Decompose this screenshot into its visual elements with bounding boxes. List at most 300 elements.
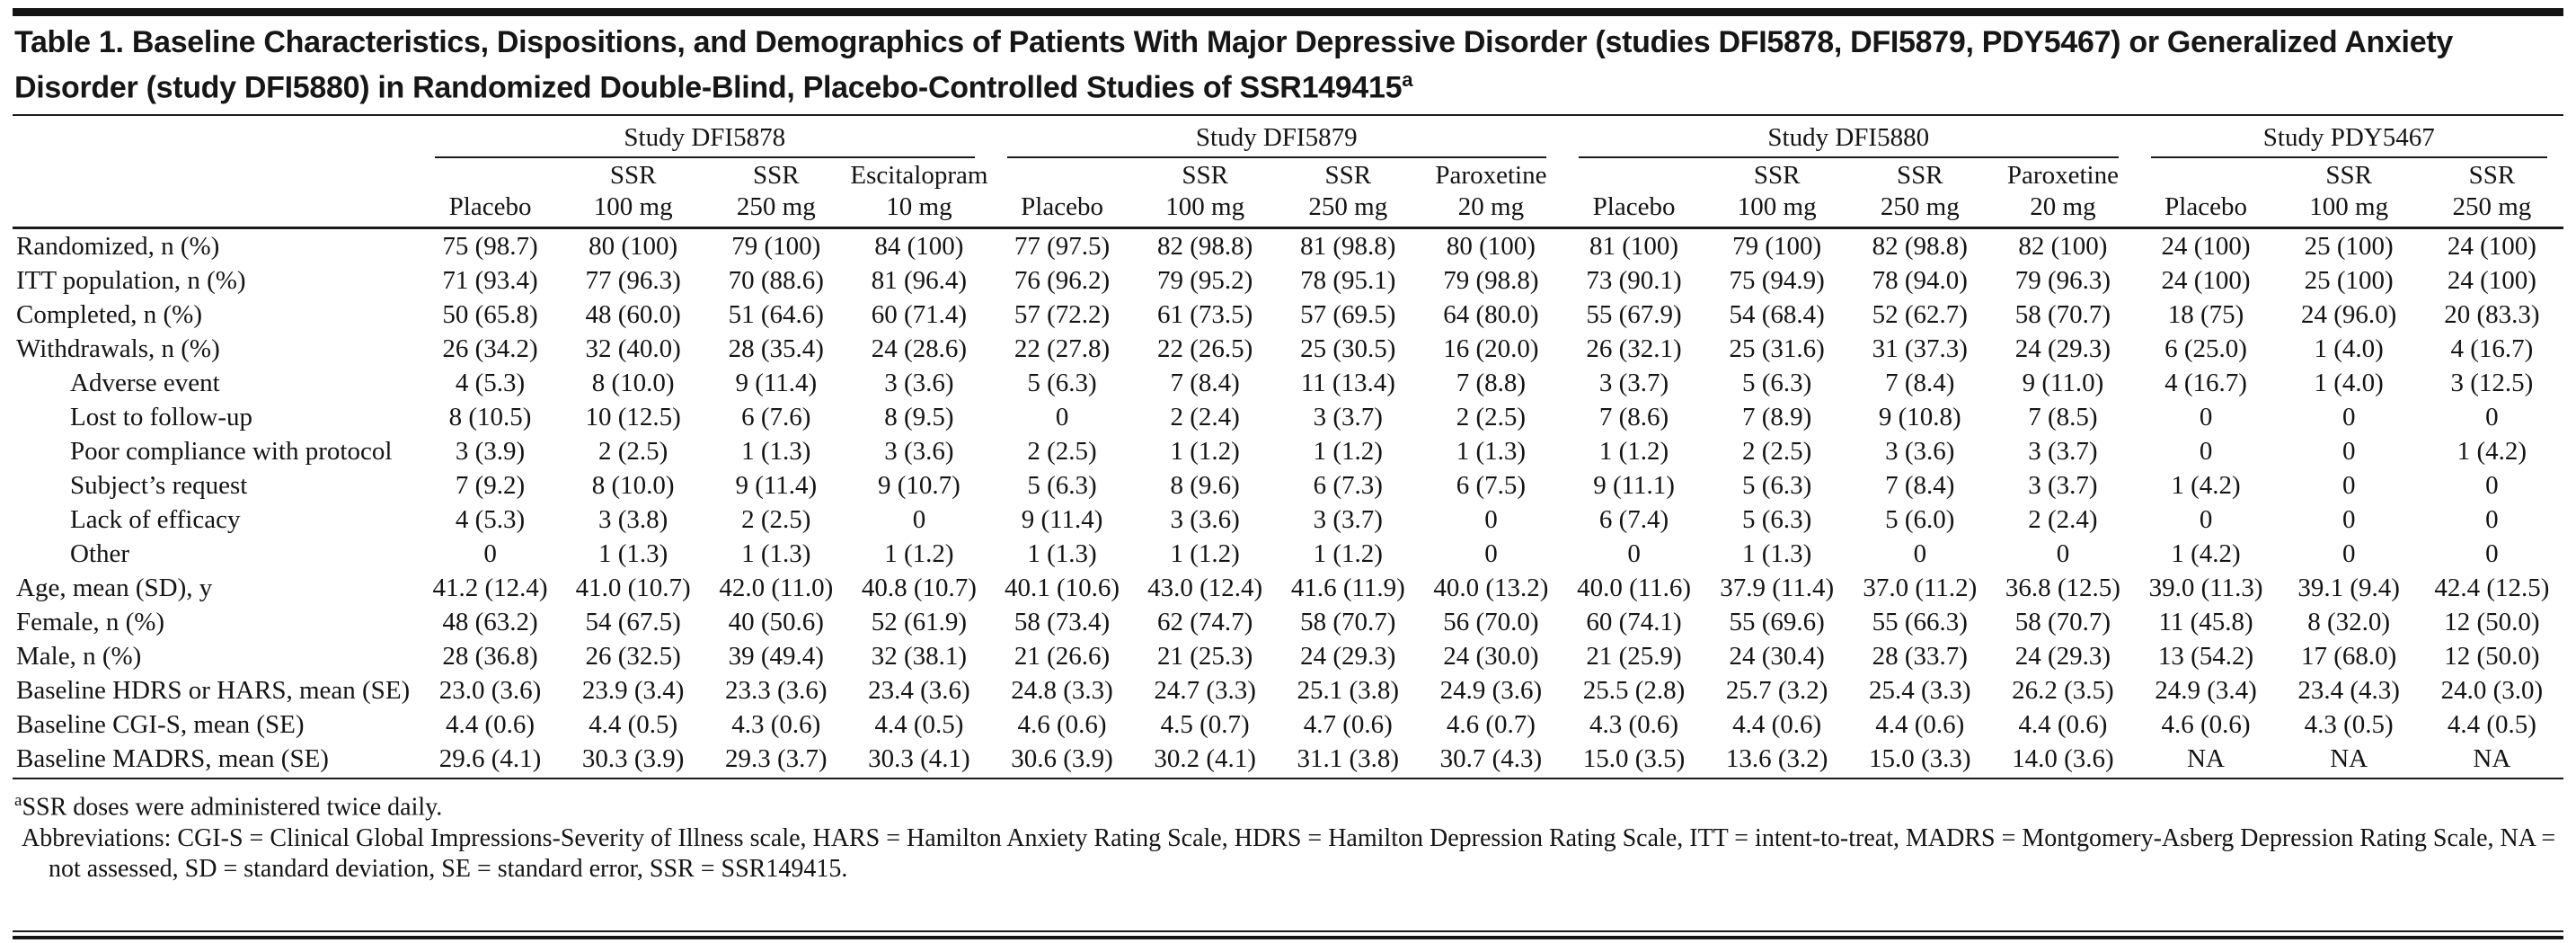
data-cell: 37.9 (11.4) (1720, 574, 1835, 603)
data-cell: 73 (90.1) (1586, 266, 1682, 296)
data-cell: 70 (88.6) (728, 266, 824, 296)
data-cell: 81 (100) (1589, 232, 1679, 262)
data-cell: 64 (80.0) (1443, 300, 1539, 330)
data-cell: 3 (3.7) (2028, 471, 2098, 501)
data-cell: 26 (34.2) (442, 334, 538, 364)
study-group-name: Study PDY5467 (2151, 116, 2548, 158)
data-cell: 23.4 (4.3) (2297, 676, 2400, 706)
data-cell: 40 (50.6) (728, 608, 824, 637)
column-header-dose: Placebo (2164, 192, 2247, 222)
data-cell: 3 (3.6) (1885, 437, 1955, 467)
data-cell: 8 (32.0) (2307, 608, 2391, 637)
data-cell: 4.4 (0.5) (2447, 710, 2536, 740)
data-cell: 3 (3.7) (1313, 505, 1383, 535)
data-cell: 0 (2485, 539, 2499, 569)
data-cell: 81 (98.8) (1300, 232, 1396, 262)
data-cell: 3 (3.7) (1598, 369, 1669, 398)
data-cell: 2 (2.5) (598, 437, 668, 467)
column-header-dose: 250 mg (1880, 192, 1960, 222)
table-row (13, 366, 2563, 400)
data-cell: 30.2 (4.1) (1134, 742, 1277, 778)
data-cell: 0 (2485, 471, 2499, 501)
study-group-name: Study DFI5880 (1579, 116, 2119, 158)
data-cell: 24 (100) (2161, 232, 2251, 262)
column-header-dose: Placebo (1592, 192, 1676, 222)
data-cell: 1 (1.3) (741, 437, 811, 467)
table-row (13, 503, 2563, 537)
data-cell: 40.1 (10.6) (1005, 574, 1120, 603)
data-cell: 25 (30.5) (1300, 334, 1396, 364)
study-group-header (419, 116, 991, 158)
data-cell: 9 (11.4) (1021, 505, 1103, 535)
column-header-dose: 250 mg (736, 192, 816, 222)
data-cell: 82 (98.8) (1872, 232, 1968, 262)
column-header-dose: 250 mg (2452, 192, 2532, 222)
data-cell: NA (2135, 742, 2278, 778)
data-cell: 82 (98.8) (1157, 232, 1253, 262)
data-cell: 48 (63.2) (442, 608, 538, 637)
data-cell: 52 (61.9) (871, 608, 968, 637)
row-label: Female, n (%) (16, 608, 165, 637)
data-cell: 7 (9.2) (455, 471, 526, 501)
data-cell: 4.4 (0.6) (1875, 710, 1965, 740)
data-cell: 4.3 (0.6) (1589, 710, 1679, 740)
data-cell: 0 (2199, 505, 2213, 535)
data-cell: 23.3 (3.6) (725, 676, 828, 706)
data-cell: 4.6 (0.7) (1446, 710, 1536, 740)
data-cell: 58 (70.7) (1300, 608, 1396, 637)
data-cell: 16 (20.0) (1443, 334, 1539, 364)
data-cell: 3 (3.8) (598, 505, 668, 535)
data-cell: 5 (6.3) (1027, 369, 1097, 398)
data-cell: 57 (72.2) (1014, 300, 1111, 330)
column-header (1420, 158, 1562, 228)
data-cell: 26 (32.1) (1586, 334, 1682, 364)
data-cell: 41.6 (11.9) (1290, 574, 1405, 603)
data-cell: 3 (3.7) (2028, 437, 2098, 467)
data-cell: 7 (8.6) (1598, 403, 1669, 432)
data-cell: 37.0 (11.2) (1863, 574, 1978, 603)
data-cell: 62 (74.7) (1157, 608, 1253, 637)
data-cell: 3 (3.9) (455, 437, 526, 467)
data-cell: 9 (10.8) (1878, 403, 1961, 432)
data-cell: 4.4 (0.6) (1732, 710, 1822, 740)
data-cell: 58 (70.7) (2014, 300, 2111, 330)
data-cell: 78 (95.1) (1300, 266, 1396, 296)
data-cell: 9 (10.7) (878, 471, 960, 501)
data-cell: 71 (93.4) (442, 266, 538, 296)
footnote-a (14, 786, 2562, 823)
column-header-dose: Placebo (1021, 192, 1103, 222)
data-cell: 75 (98.7) (442, 232, 538, 262)
data-cell: 1 (1.2) (1170, 539, 1240, 569)
row-label: ITT population, n (%) (16, 266, 246, 296)
data-cell: 23.0 (3.6) (438, 676, 542, 706)
data-cell: 14.0 (3.6) (1991, 742, 2134, 778)
data-cell: 7 (8.9) (1742, 403, 1812, 432)
data-cell: 80 (100) (589, 232, 678, 262)
data-cell: 9 (11.1) (1593, 471, 1675, 501)
data-cell: 18 (75) (2167, 300, 2244, 330)
column-header-drug: SSR (2468, 161, 2516, 191)
data-cell: 24 (29.3) (1300, 642, 1396, 672)
data-cell: 25.5 (2.8) (1582, 676, 1686, 706)
data-cell: 9 (11.0) (2022, 369, 2104, 398)
data-cell: 22 (26.5) (1157, 334, 1253, 364)
data-cell: 2 (2.5) (741, 505, 811, 535)
column-header-dose: 100 mg (2309, 192, 2389, 222)
column-header-drug: SSR (609, 161, 657, 191)
column-header (2278, 158, 2421, 228)
data-cell: 77 (97.5) (1014, 232, 1111, 262)
column-header-drug (2135, 158, 2278, 191)
column-header (1277, 158, 1420, 228)
data-cell: 79 (95.2) (1157, 266, 1253, 296)
data-cell: 79 (100) (1732, 232, 1822, 262)
data-cell: 5 (6.3) (1027, 471, 1097, 501)
data-cell: 0 (2056, 539, 2070, 569)
data-cell: 3 (3.6) (884, 369, 954, 398)
data-cell: 15.0 (3.5) (1562, 742, 1705, 778)
data-cell: 4 (16.7) (2164, 369, 2247, 398)
table-bottom-rule (13, 930, 2563, 939)
table-row (13, 332, 2563, 366)
column-header-dose: 100 mg (593, 192, 673, 222)
study-group-header-row (13, 116, 2563, 158)
data-cell: 21 (26.6) (1014, 642, 1111, 672)
study-group-name: Study DFI5878 (435, 116, 975, 158)
column-header (1562, 158, 1705, 228)
column-header-row (13, 158, 2563, 228)
study-group-header (2135, 116, 2564, 158)
data-cell: 8 (10.5) (448, 403, 532, 432)
data-cell: 23.4 (3.6) (868, 676, 970, 706)
baseline-characteristics-table (13, 116, 2563, 779)
data-cell: 25 (100) (2304, 232, 2394, 262)
column-header-drug: SSR (1324, 161, 1372, 191)
data-cell: 5 (6.3) (1742, 505, 1812, 535)
table-row (13, 400, 2563, 434)
row-label: Completed, n (%) (16, 300, 202, 330)
row-label: Baseline MADRS, mean (SE) (13, 742, 419, 778)
data-cell: 0 (2341, 403, 2356, 432)
column-header-dose: 100 mg (1165, 192, 1245, 222)
data-cell: 7 (8.4) (1170, 369, 1240, 398)
data-cell: 39.1 (9.4) (2297, 574, 2400, 603)
table-row (13, 263, 2563, 298)
data-cell: 4.6 (0.6) (2161, 710, 2251, 740)
footnote-a-text: SSR doses were administered twice daily. (22, 793, 443, 822)
data-cell: 4 (5.3) (455, 505, 526, 535)
column-header-drug: SSR (753, 161, 800, 191)
column-header-drug (419, 158, 562, 191)
data-cell: 26 (32.5) (585, 642, 681, 672)
data-cell: 24 (96.0) (2301, 300, 2397, 330)
data-cell: 12 (50.0) (2444, 642, 2540, 672)
column-header (991, 158, 1134, 228)
data-cell: 0 (1484, 505, 1498, 535)
data-cell: 77 (96.3) (585, 266, 681, 296)
data-cell: 42.0 (11.0) (719, 574, 834, 603)
data-cell: 2 (2.5) (1027, 437, 1097, 467)
data-cell: 4.3 (0.5) (2304, 710, 2394, 740)
data-cell: 26.2 (3.5) (2012, 676, 2114, 706)
column-header (847, 158, 990, 228)
data-cell: 28 (33.7) (1872, 642, 1968, 672)
column-header (1848, 158, 1991, 228)
data-cell: 0 (2341, 505, 2356, 535)
data-cell: 24.9 (3.4) (2155, 676, 2257, 706)
data-cell: 1 (4.0) (2314, 334, 2384, 364)
column-header-dose: 20 mg (1457, 192, 1525, 222)
data-cell: 1 (1.3) (741, 539, 811, 569)
data-cell: NA (2278, 742, 2421, 778)
data-cell: 29.3 (3.7) (704, 742, 847, 778)
data-cell: 28 (36.8) (442, 642, 538, 672)
row-label: Randomized, n (%) (16, 232, 220, 262)
row-label: Baseline CGI-S, mean (SE) (16, 710, 305, 740)
column-header (1991, 158, 2134, 228)
data-cell: 1 (4.2) (2456, 437, 2527, 467)
data-cell: 6 (7.5) (1456, 471, 1527, 501)
data-cell: 61 (73.5) (1157, 300, 1253, 330)
data-cell: 51 (64.6) (728, 300, 824, 330)
data-cell: 6 (25.0) (2164, 334, 2247, 364)
data-cell: 0 (1055, 403, 1069, 432)
data-cell: 78 (94.0) (1872, 266, 1968, 296)
data-cell: 6 (7.4) (1598, 505, 1669, 535)
data-cell: 32 (38.1) (871, 642, 968, 672)
data-cell: 9 (11.4) (735, 369, 818, 398)
data-cell: 11 (45.8) (2158, 608, 2253, 637)
data-cell: 8 (9.6) (1170, 471, 1240, 501)
data-cell: 8 (9.5) (884, 403, 954, 432)
data-cell: 24 (100) (2161, 266, 2251, 296)
data-cell: 31.1 (3.8) (1277, 742, 1420, 778)
data-cell: 7 (8.4) (1885, 471, 1955, 501)
data-cell: 1 (1.2) (884, 539, 954, 569)
data-cell: 20 (83.3) (2444, 300, 2540, 330)
column-header (1134, 158, 1277, 228)
table-row (13, 228, 2563, 264)
table-title-footnote-marker: a (1402, 68, 1413, 91)
data-cell: 76 (96.2) (1014, 266, 1111, 296)
data-cell: 25.7 (3.2) (1725, 676, 1828, 706)
data-cell: 58 (70.7) (2014, 608, 2111, 637)
data-cell: 6 (7.6) (741, 403, 811, 432)
data-cell: 9 (11.4) (735, 471, 818, 501)
table-row (13, 537, 2563, 571)
column-header-dose: Placebo (448, 192, 532, 222)
table-row (13, 468, 2563, 503)
column-header (1705, 158, 1848, 228)
data-cell: 0 (2485, 403, 2499, 432)
column-header-drug: SSR (1182, 161, 1228, 191)
data-cell: 6 (7.3) (1313, 471, 1383, 501)
data-cell: 40.8 (10.7) (861, 574, 977, 603)
row-label-column-stub (13, 116, 419, 158)
table-row (13, 707, 2563, 742)
data-cell: 31 (37.3) (1872, 334, 1968, 364)
data-cell: 81 (96.4) (871, 266, 968, 296)
table-top-rule (13, 8, 2563, 16)
data-cell: 1 (4.0) (2314, 369, 2384, 398)
data-cell: 24.9 (3.6) (1439, 676, 1543, 706)
study-group-header (1562, 116, 2135, 158)
column-header-drug (1562, 158, 1705, 191)
data-cell: 56 (70.0) (1443, 608, 1539, 637)
data-cell: 36.8 (12.5) (2005, 574, 2120, 603)
data-cell: 3 (3.6) (1170, 505, 1240, 535)
data-cell: 54 (68.4) (1729, 300, 1825, 330)
data-cell: 0 (1627, 539, 1641, 569)
data-cell: 75 (94.9) (1729, 266, 1825, 296)
data-cell: 57 (69.5) (1300, 300, 1396, 330)
data-cell: 0 (2485, 505, 2499, 535)
row-label: Other (70, 539, 130, 569)
data-cell: 0 (483, 539, 497, 569)
column-header-dose: 250 mg (1308, 192, 1388, 222)
data-cell: 55 (67.9) (1586, 300, 1682, 330)
data-cell: 4.6 (0.6) (1017, 710, 1107, 740)
data-cell: 32 (40.0) (585, 334, 681, 364)
data-cell: 30.7 (4.3) (1420, 742, 1562, 778)
data-cell: 24.0 (3.0) (2440, 676, 2544, 706)
table-row (13, 673, 2563, 707)
column-header-dose: 100 mg (1737, 192, 1817, 222)
row-label: Age, mean (SD), y (16, 574, 213, 603)
data-cell: 4.3 (0.6) (731, 710, 821, 740)
data-cell: 0 (2341, 471, 2356, 501)
data-cell: 39 (49.4) (728, 642, 824, 672)
column-header-dose: 20 mg (2030, 192, 2096, 222)
data-cell: 24 (29.3) (2014, 334, 2111, 364)
column-header-drug: SSR (1897, 161, 1943, 191)
data-cell: 25 (100) (2304, 266, 2394, 296)
data-cell: 24 (29.3) (2014, 642, 2111, 672)
column-header-drug: Paroxetine (2006, 161, 2119, 191)
data-cell: 4.4 (0.5) (874, 710, 964, 740)
data-cell: 25.1 (3.8) (1297, 676, 1400, 706)
data-cell: 58 (73.4) (1014, 608, 1111, 637)
data-cell: 0 (2199, 403, 2213, 432)
column-header-drug: Paroxetine (1435, 161, 1547, 191)
data-cell: 0 (1484, 539, 1498, 569)
data-cell: 24 (100) (2447, 232, 2536, 262)
data-cell: 0 (2341, 437, 2356, 467)
data-cell: 12 (50.0) (2444, 608, 2540, 637)
row-label-column-stub (13, 158, 419, 228)
row-label: Withdrawals, n (%) (16, 334, 220, 364)
data-cell: 1 (1.2) (1313, 539, 1383, 569)
data-cell: 1 (1.2) (1598, 437, 1669, 467)
data-cell: 4.5 (0.7) (1160, 710, 1250, 740)
data-cell: 8 (10.0) (591, 471, 675, 501)
data-cell: 7 (8.5) (2028, 403, 2098, 432)
data-cell: 55 (69.6) (1729, 608, 1825, 637)
data-cell: 30.3 (4.1) (847, 742, 990, 778)
data-cell: 1 (1.3) (1456, 437, 1527, 467)
data-cell: 7 (8.4) (1885, 369, 1955, 398)
data-cell: 40.0 (11.6) (1577, 574, 1692, 603)
row-label: Lack of efficacy (70, 505, 241, 535)
data-cell: 39.0 (11.3) (2148, 574, 2263, 603)
table-row (13, 605, 2563, 639)
row-label: Poor compliance with protocol (70, 437, 393, 467)
data-cell: 1 (1.3) (1027, 539, 1097, 569)
data-cell: 24.7 (3.3) (1154, 676, 1256, 706)
row-label: Adverse event (70, 369, 220, 398)
data-cell: 24 (100) (2447, 266, 2536, 296)
data-cell: 23.9 (3.4) (581, 676, 685, 706)
data-cell: 55 (66.3) (1872, 608, 1968, 637)
data-cell: 79 (100) (731, 232, 821, 262)
data-cell: 29.6 (4.1) (419, 742, 562, 778)
study-group-header (991, 116, 1563, 158)
data-cell: 42.4 (12.5) (2434, 574, 2550, 603)
bottom-rule-thin (13, 930, 2563, 932)
data-cell: 10 (12.5) (585, 403, 681, 432)
data-cell: 13 (54.2) (2157, 642, 2254, 672)
data-cell: 3 (3.6) (884, 437, 954, 467)
data-cell: 30.6 (3.9) (991, 742, 1134, 778)
data-cell: 48 (60.0) (585, 300, 681, 330)
data-cell: 79 (98.8) (1443, 266, 1539, 296)
table-row (13, 639, 2563, 673)
data-cell: 4.7 (0.6) (1303, 710, 1393, 740)
data-cell: 60 (74.1) (1586, 608, 1682, 637)
data-cell: 25 (31.6) (1729, 334, 1825, 364)
data-cell: 1 (1.2) (1313, 437, 1383, 467)
data-cell: 1 (4.2) (2171, 539, 2241, 569)
data-cell: 84 (100) (874, 232, 964, 262)
row-label: Lost to follow-up (70, 403, 252, 432)
data-cell: 21 (25.9) (1586, 642, 1682, 672)
column-header-drug: Escitalopram (850, 161, 988, 191)
data-cell: NA (2421, 742, 2563, 778)
data-cell: 43.0 (12.4) (1147, 574, 1263, 603)
data-cell: 4.4 (0.5) (589, 710, 678, 740)
data-cell: 41.0 (10.7) (575, 574, 691, 603)
data-cell: 52 (62.7) (1872, 300, 1968, 330)
table-row (13, 742, 2563, 778)
data-cell: 5 (6.0) (1885, 505, 1955, 535)
data-cell: 50 (65.8) (442, 300, 538, 330)
data-cell: 4.4 (0.6) (446, 710, 536, 740)
data-cell: 25.4 (3.3) (1869, 676, 1971, 706)
data-cell: 15.0 (3.3) (1848, 742, 1991, 778)
column-header-drug: SSR (2325, 161, 2372, 191)
row-label: Subject’s request (70, 471, 248, 501)
data-cell: 24.8 (3.3) (1011, 676, 1113, 706)
column-header (562, 158, 704, 228)
table-row (13, 571, 2563, 605)
row-label: Baseline HDRS or HARS, mean (SE) (16, 676, 411, 706)
table-row (13, 298, 2563, 332)
data-cell: 2 (2.5) (1456, 403, 1527, 432)
data-cell: 4 (16.7) (2450, 334, 2534, 364)
table-title-text: Table 1. Baseline Characteristics, Dispositions, and Demographics of Patients With Major Depressive Disorder (studies DFI5878, DFI5879, PDY5467) or Generalized Anxiety Disorder (study DFI5880) in Randomized Double-Blind, Placebo-Controlled Studies of SSR149415 (14, 25, 2453, 105)
data-cell: 8 (10.0) (591, 369, 675, 398)
data-cell: 1 (1.3) (598, 539, 668, 569)
data-cell: 60 (71.4) (871, 300, 968, 330)
column-header (2135, 158, 2278, 228)
data-cell: 54 (67.5) (585, 608, 681, 637)
data-cell: 11 (13.4) (1300, 369, 1395, 398)
data-cell: 3 (12.5) (2450, 369, 2534, 398)
data-cell: 30.3 (3.9) (562, 742, 704, 778)
table-footnotes (13, 779, 2563, 889)
